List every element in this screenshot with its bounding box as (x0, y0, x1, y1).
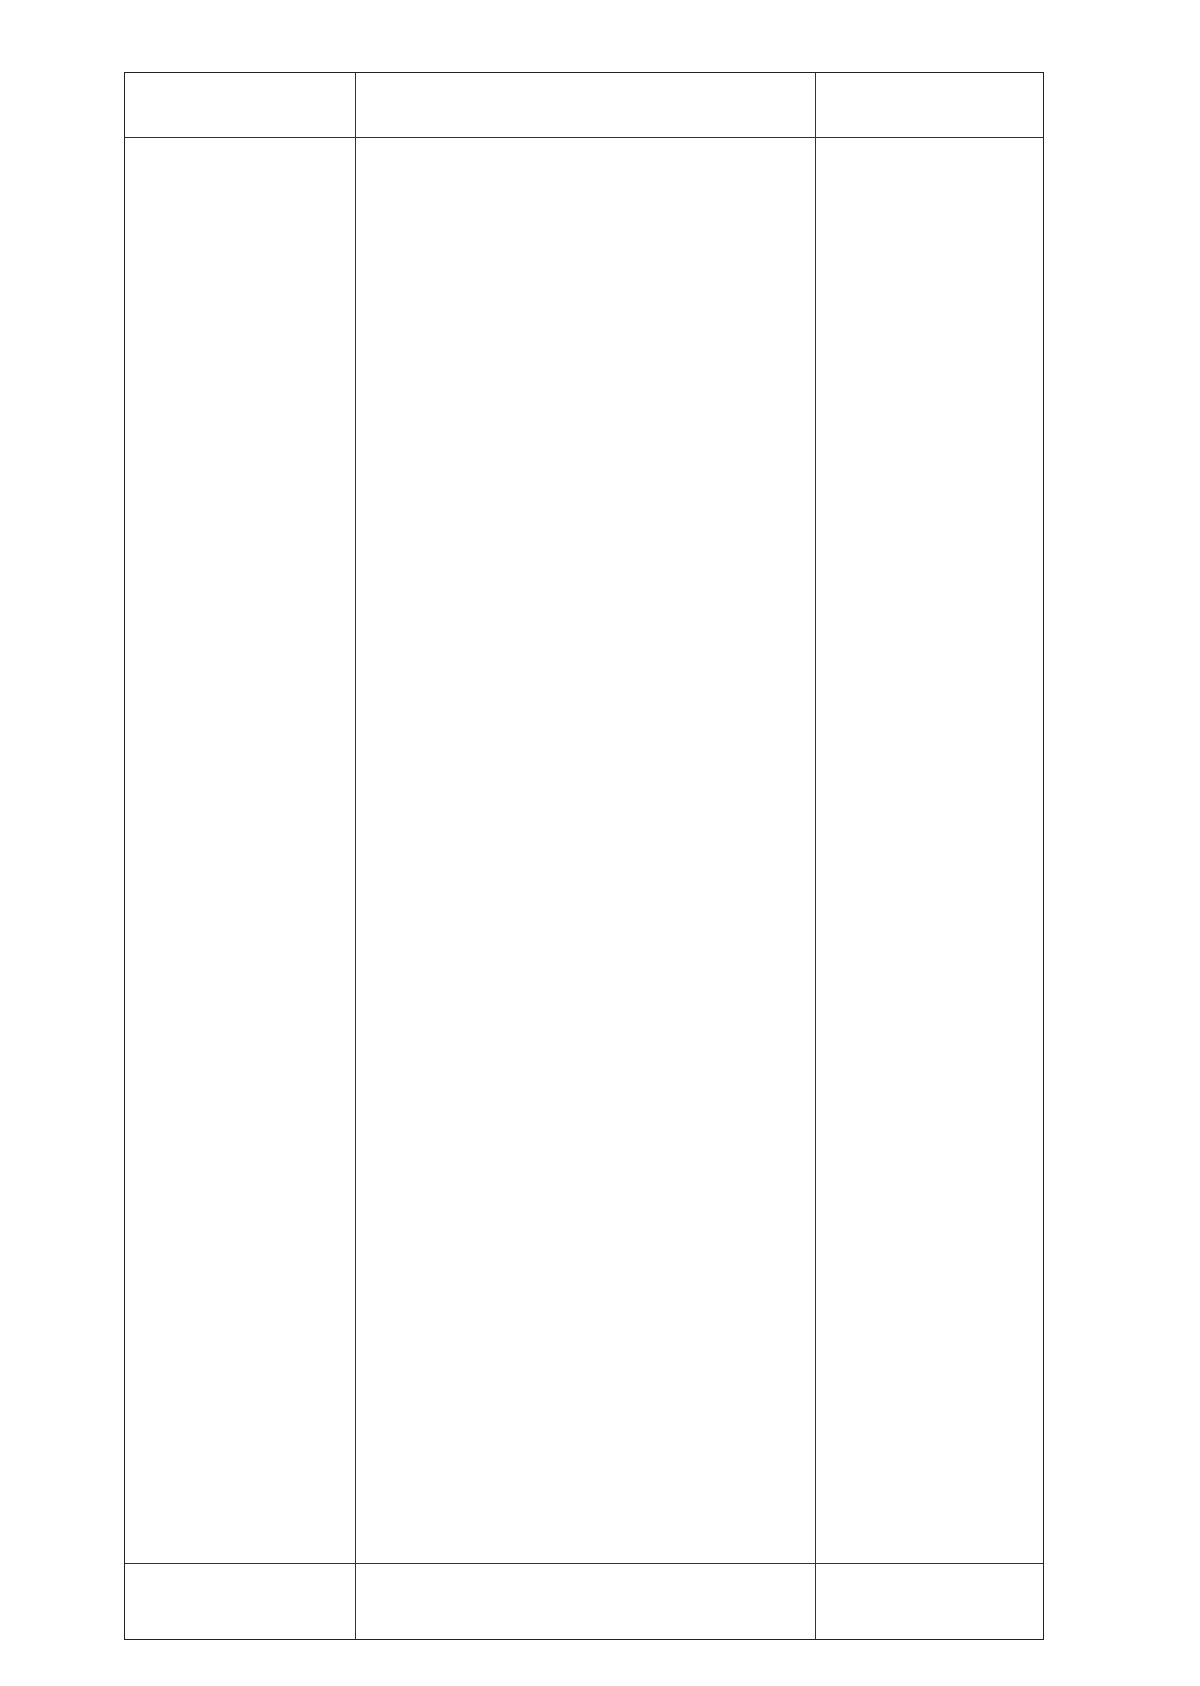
table-grid-line (355, 73, 356, 1639)
document-table (124, 72, 1044, 1640)
table-grid-line (815, 73, 816, 1639)
table-grid-line (125, 1563, 1043, 1564)
table-grid-line (125, 137, 1043, 138)
